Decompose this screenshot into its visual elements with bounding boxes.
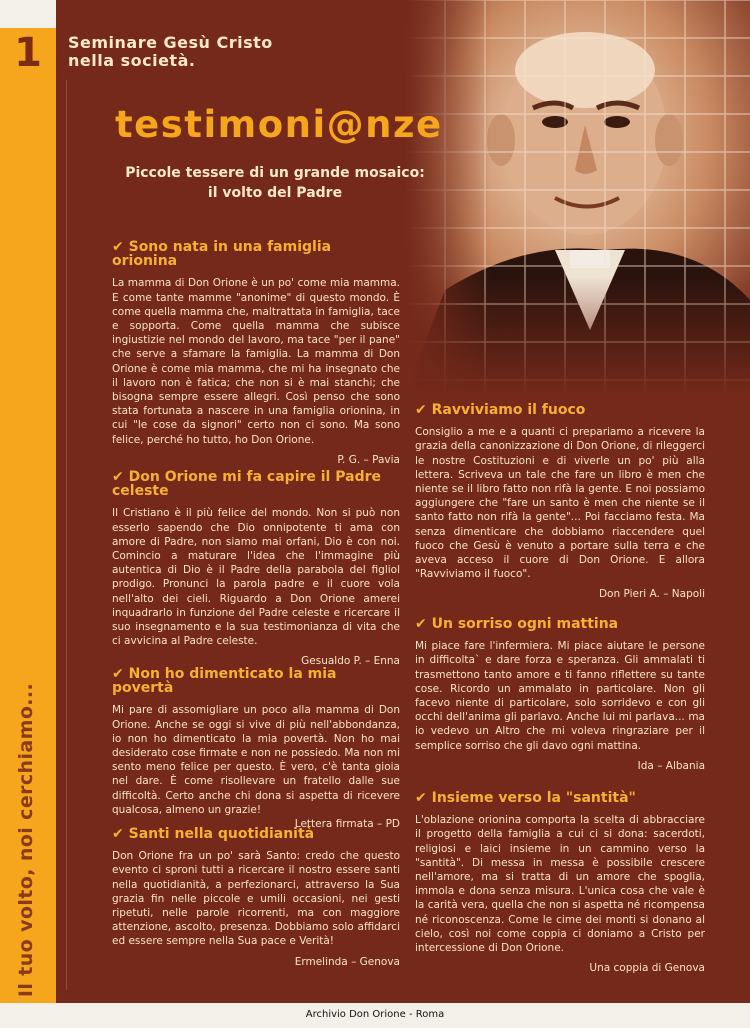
testimony-body: Il Cristiano è il più felice del mondo. Non si può non esserlo sapendo che Dio onnipotente ti ama con amore di Padre, non siamo mai orfani, Dio è con noi. Comincio a maturare l'idea che l'immagine più autentica di Dio è il Padre della parabola del figliol prodigo. Pronunci la parola padre e il cuore vola nell'alto dei cieli. Riguardo a Don Orione amerei inquadrarlo in funzione del Padre celeste e ricercare il suo insegnamento e la sua testimonianza di vita che ci avvicina al Padre celeste.: [112, 507, 400, 648]
testimony-signature: Ermelinda – Genova: [294, 955, 400, 968]
testimony-body: Mi piace fare l'infermiera. Mi piace aiutare le persone in difficolta` e dare forza e speranza. Gli ammalati ti trasmettono tanto amore e ti fanno riflettere su tante cose. Ricordo un ammalato in particolare. Non gli facevo niente di particolare, solo sorridevo e con gli occhi dell'anima gli parlavo. Anche lui mi parlava... ma io vedevo un Altro che mi voleva ringraziare per il semplice sorriso che gli davo ogni mattina.: [415, 640, 705, 752]
testimony-2: [112, 470, 400, 669]
section-header: [68, 34, 273, 70]
testimony-body: Don Orione fra un po' sarà Santo: credo che questo evento ci sproni tutti a ricercare il nostro essere santi nella quotidianità, a perfezionarci, attraverso la Sua grazia fin nelle piccole e umili occasioni, nei gesti ripetuti, nelle parole ricorrenti, ma con maggiore attenzione, ascolto, presenza. Dobbiamo solo affidarci ed essere sempre nella Sua pace e Verità!: [112, 850, 400, 948]
check-icon: ✔: [415, 616, 427, 632]
check-icon: ✔: [112, 469, 124, 485]
page-subtitle: [120, 163, 430, 203]
check-icon: ✔: [112, 826, 124, 842]
subtitle-line-1: Piccole tessere di un grande mosaico:: [125, 165, 425, 181]
vertical-motto-text: Il tuo volto, noi cerchiamo...: [15, 682, 37, 998]
testimony-signature: Don Pieri A. – Napoli: [598, 588, 705, 601]
subtitle-line-2: il volto del Padre: [207, 185, 343, 201]
testimony-title: ✔ Non ho dimenticato la mia povertà: [112, 666, 337, 697]
testimony-signature: Una coppia di Genova: [589, 962, 705, 975]
testimony-body: La mamma di Don Orione è un po' come mia mamma. E come tante mamme "anonime" di questo mondo. È come quella mamma che, maltrattata in famiglia, tace e sopporta. Come quella mamma che subisce ingiustizie nel mondo del lavoro, ma tace "per il pane" che serve a sfamare la famiglia. La mamma di Don Orione è come mia mamma, che mi ha insegnato che il lavoro non è fatica; che non si è mai stanchi; che bisogna sempre essere allegri. Così penso che sono stata fortunata a nascere in una famiglia orionina, in cui "le cose da signori" certo non ci sono. Ma sono felice, perché ho tutto, ho Don Orione.: [112, 277, 400, 446]
header-line-1: Seminare Gesù Cristo: [68, 33, 273, 52]
testimony-title: ✔ Santi nella quotidianità: [112, 826, 315, 842]
testimony-3: [112, 667, 400, 831]
testimony-title: ✔ Un sorriso ogni mattina: [415, 616, 619, 632]
testimony-signature: Ida – Albania: [637, 759, 705, 772]
portrait-photo: [405, 0, 750, 395]
header-line-2: nella società.: [68, 51, 196, 70]
page-number: 1: [14, 30, 42, 76]
testimony-title: ✔ Don Orione mi fa capire il Padre celeste: [112, 469, 381, 500]
portrait-mosaic-image: [405, 0, 750, 395]
testimony-5: [415, 403, 705, 602]
testimony-body: L'oblazione orionina comporta la scelta di abbracciare il progetto della famiglia a cui ci si dona: sacerdoti, religiosi e laici insieme in un cammino verso la "santità". Di messa in messa è possibile crescere nell'amore, ma si tratta di un amore che spoglia, immola e dona senza misura. L'unica cosa che vale è la carità vera, quella che non si aspetta né ricompensa né riconoscenza. Come le cime dei monti si donano al cielo, così noi come coppia ci doniamo a Cristo per intercessione di Don Orione.: [415, 814, 705, 955]
vertical-motto: [6, 682, 46, 998]
testimony-signature: P. G. – Pavia: [337, 453, 400, 466]
page-title: testimoni@nze: [115, 103, 443, 146]
testimony-title: ✔ Insieme verso la "santità": [415, 790, 636, 806]
testimony-1: [112, 240, 400, 467]
testimony-signature: Lettera firmata – PD: [294, 818, 400, 831]
testimony-6: [415, 617, 705, 773]
testimony-7: [415, 791, 705, 975]
check-icon: ✔: [112, 239, 124, 255]
testimony-4: [112, 827, 400, 969]
check-icon: ✔: [112, 666, 124, 682]
testimony-title: ✔ Sono nata in una famiglia orionina: [112, 239, 332, 270]
archive-footer: Archivio Don Orione - Roma: [305, 1009, 445, 1020]
testimony-body: Consiglio a me e a quanti ci prepariamo a ricevere la grazia della canonizzazione di Don Orione, di rileggerci le nostre Costituzioni e di viverle un po' più alla lettera. Scriveva un tale che fare un libro è men che niente se il libro fatto non rifà la gente. E noi possiamo aggiungere che "fare un santo è men che niente se il santo fatto non rifà la gente"... Poi facciamo festa. Ma senza dimenticare che dobbiamo riaccendere quel fuoco che Gesù è venuto a portare sulla terra e che aveva acceso il cuore di Don Orione. E allora "Ravviviamo il fuoco".: [415, 426, 705, 581]
testimony-signature: Gesualdo P. – Enna: [301, 655, 400, 668]
check-icon: ✔: [415, 790, 427, 806]
check-icon: ✔: [415, 402, 427, 418]
testimony-body: Mi pare di assomigliare un poco alla mamma di Don Orione. Anche se oggi si vive di più nell'abbondanza, io non ho dimenticato la mia povertà. Non ho mai desiderato cose firmate e non ne possiedo. Ma non mi sento meno felice per questo. È vero, c'è tanta gioia nel dare. È come risollevare un fratello dalle sue difficoltà. Certo anche chi dona si aspetta di ricevere qualcosa, almeno un grazie!: [112, 704, 400, 816]
testimony-title: ✔ Ravviviamo il fuoco: [415, 402, 586, 418]
